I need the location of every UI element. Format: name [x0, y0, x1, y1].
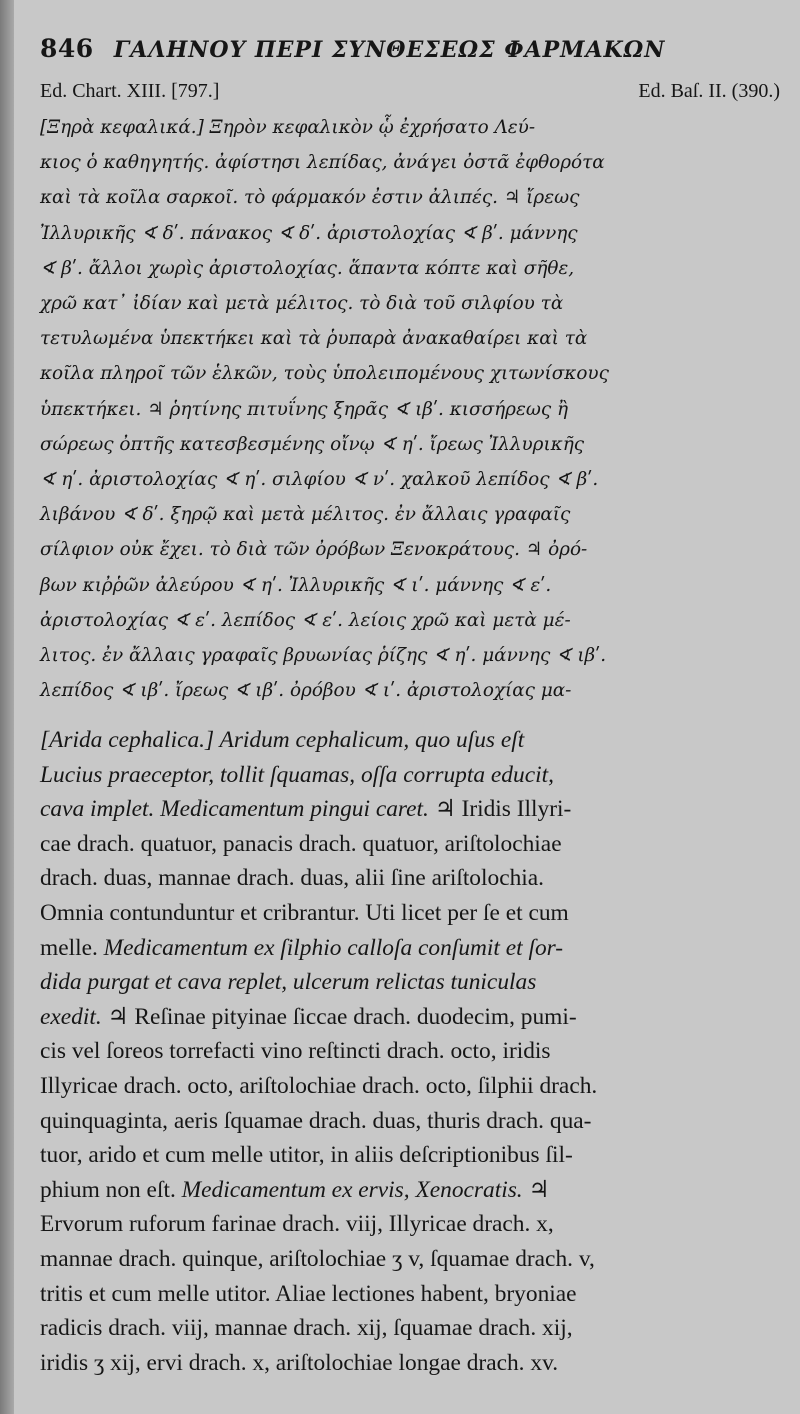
italic-segment: Lucius praeceptor, tollit ſquamas, oſſa corrupta educit, — [40, 761, 554, 788]
roman-segment: ♃ Reſinae pityinae ſiccae drach. duodecim, pumi- — [107, 1003, 577, 1030]
roman-segment: ♃ Iridis Illyri- — [434, 796, 572, 823]
latin-line — [40, 758, 780, 793]
greek-line: χρῶ κατ᾽ ἰδίαν καὶ μετὰ μέλιτος. τὸ διὰ τοῦ σιλφίου τὰ — [40, 293, 564, 315]
italic-segment: [Arida cephalica.] Aridum cephalicum, quo uſus eſt — [40, 727, 525, 753]
latin-line — [40, 792, 780, 827]
latin-line — [40, 1207, 780, 1242]
book-page — [14, 0, 800, 1414]
greek-line: κοῖλα πληροῖ τῶν ἑλκῶν, τοὺς ὑπολειπομένους χιτωνίσκους — [40, 363, 609, 385]
roman-segment: cae drach. quatuor, panacis drach. quatuor, ariſtolochiae — [40, 830, 562, 857]
book-gutter — [0, 0, 14, 1414]
edition-basel: Ed. Baſ. II. (390.) — [638, 80, 780, 102]
edition-chartier: Ed. Chart. XIII. [797.] — [40, 80, 220, 102]
greek-line: κιος ὁ καθηγητής. ἀφίστησι λεπίδας, ἀνάγει ὀστᾶ ἐφθορότα — [40, 152, 605, 174]
roman-segment: mannae drach. quinque, ariſtolochiae ʒ v, ſquamae drach. v, — [40, 1245, 595, 1272]
latin-line — [40, 1277, 780, 1312]
greek-line: σώρεως ὀπτῆς κατεσβεσμένης οἴνῳ ∢ ηʹ. ἴρεως Ἰλλυρικῆς — [40, 433, 585, 455]
greek-line: Ἰλλυρικῆς ∢ δʹ. πάνακος ∢ δʹ. ἀριστολοχίας ∢ βʹ. μάννης — [40, 222, 578, 244]
greek-line: λιτος. ἐν ἄλλαις γραφαῖς βρυωνίας ῥίζης ∢ ηʹ. μάννης ∢ ιβʹ. — [40, 645, 607, 667]
latin-line — [40, 896, 780, 931]
italic-segment: cava implet. Medicamentum pingui caret. — [40, 796, 435, 823]
running-header — [40, 34, 780, 63]
greek-line: [Ξηρὰ κεφαλικά.] Ξηρὸν κεφαλικὸν ᾧ ἐχρήσατο Λεύ- — [40, 117, 536, 138]
roman-segment: Omnia contunduntur et cribrantur. Uti licet per ſe et cum — [40, 899, 569, 926]
latin-translation — [40, 723, 780, 1380]
greek-line: ἀριστολοχίας ∢ εʹ. λεπίδος ∢ εʹ. λείοις χρῶ καὶ μετὰ μέ- — [40, 609, 571, 631]
latin-line — [40, 1138, 780, 1173]
italic-segment: dida purgat et cava replet, ulcerum relictas tuniculas — [40, 969, 537, 996]
greek-line: καὶ τὰ κοῖλα σαρκοῖ. τὸ φάρμακόν ἐστιν ἀλιπές. ♃ ἴρεως — [40, 187, 580, 209]
latin-line — [40, 1000, 780, 1035]
roman-segment: Ervorum ruforum farinae drach. viij, Illyricae drach. x, — [40, 1211, 554, 1238]
page-number: 846 — [40, 34, 94, 63]
italic-segment: Medicamentum ex ervis, Xenocratis. — [181, 1176, 529, 1203]
latin-line — [40, 723, 780, 758]
edition-references — [40, 80, 780, 108]
greek-line: τετυλωμένα ὑπεκτήκει καὶ τὰ ῥυπαρὰ ἀνακαθαίρει καὶ τὰ — [40, 328, 588, 350]
roman-segment: ♃ — [528, 1176, 550, 1203]
greek-line: ∢ ηʹ. ἀριστολοχίας ∢ ηʹ. σιλφίου ∢ νʹ. χαλκοῦ λεπίδος ∢ βʹ. — [40, 469, 599, 491]
greek-line: ∢ βʹ. ἄλλοι χωρὶς ἀριστολοχίας. ἅπαντα κόπτε καὶ σῆθε, — [40, 257, 575, 279]
roman-segment: cis vel ſoreos torrefacti vino reſtincti drach. octo, iridis — [40, 1038, 551, 1065]
roman-segment: tritis et cum melle utitor. Aliae lectiones habent, bryoniae — [40, 1280, 577, 1307]
latin-line — [40, 1346, 780, 1381]
greek-line: βων κιῤῥῶν ἀλεύρου ∢ ηʹ. Ἰλλυρικῆς ∢ ιʹ. μάννης ∢ εʹ. — [40, 574, 552, 596]
latin-line — [40, 965, 780, 1000]
italic-segment: Medicamentum ex ſilphio calloſa conſumit et ſor- — [103, 934, 564, 961]
roman-segment: melle. — [40, 934, 104, 961]
greek-line: λιβάνου ∢ δʹ. ξηρῷ καὶ μετὰ μέλιτος. ἐν ἄλλαις γραφαῖς — [40, 504, 571, 526]
roman-segment: iridis ʒ xij, ervi drach. x, ariſtolochiae longae drach. xv. — [40, 1349, 559, 1376]
latin-line — [40, 1104, 780, 1139]
latin-line — [40, 861, 780, 896]
greek-line: λεπίδος ∢ ιβʹ. ἴρεως ∢ ιβʹ. ὀρόβου ∢ ιʹ. ἀριστολοχίας μα- — [40, 680, 572, 702]
roman-segment: Illyricae drach. octo, ariſtolochiae drach. octo, ſilphii drach. — [40, 1072, 598, 1099]
latin-line — [40, 1069, 780, 1104]
greek-text — [40, 110, 780, 708]
greek-line: ὑπεκτήκει. ♃ ῥητίνης πιτυΐνης ξηρᾶς ∢ ιβʹ. κισσήρεως ἢ — [40, 398, 568, 420]
running-title: ΓΑΛΗΝΟΥ ΠΕΡΙ ΣΥΝΘΕΣΕΩΣ ΦΑΡΜΑΚΩΝ — [113, 37, 666, 63]
latin-line — [40, 827, 780, 862]
greek-line: σίλφιον οὐκ ἔχει. τὸ διὰ τῶν ὀρόβων Ξενοκράτους. ♃ ὀρό- — [40, 539, 588, 561]
latin-line — [40, 1242, 780, 1277]
italic-segment: exedit. — [40, 1003, 108, 1030]
latin-line — [40, 1034, 780, 1069]
roman-segment: phium non eſt. — [40, 1176, 182, 1203]
roman-segment: radicis drach. viij, mannae drach. xij, ſquamae drach. xij, — [40, 1315, 573, 1342]
roman-segment: drach. duas, mannae drach. duas, alii ſine ariſtolochia. — [40, 865, 545, 892]
latin-line — [40, 1173, 780, 1208]
latin-line — [40, 1311, 780, 1346]
roman-segment: quinquaginta, aeris ſquamae drach. duas, thuris drach. qua- — [40, 1107, 592, 1134]
roman-segment: tuor, arido et cum melle utitor, in aliis deſcriptionibus ſil- — [40, 1142, 573, 1169]
latin-line — [40, 931, 780, 966]
